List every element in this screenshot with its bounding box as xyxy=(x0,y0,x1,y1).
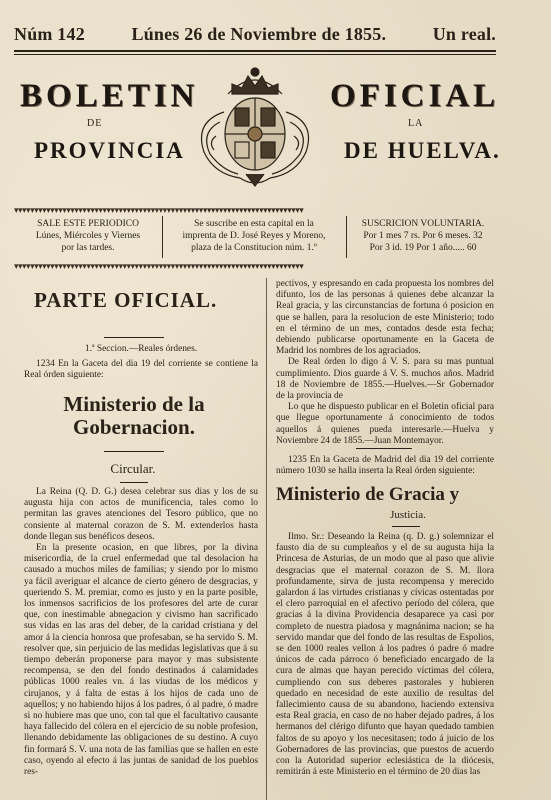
heading-rule xyxy=(104,451,164,452)
masthead-de: DE xyxy=(87,118,103,129)
masthead-la: LA xyxy=(408,118,424,129)
circular-rule xyxy=(120,482,148,483)
justicia-rule xyxy=(392,526,420,527)
info-subscription-prices: SUSCRICION VOLUNTARIA. Por 1 mes 7 rs. Por 6 meses. 32 Por 3 id. 19 Por 1 año..... 60 xyxy=(361,219,485,253)
masthead-boletin: BOLETIN xyxy=(20,78,199,114)
title-rule xyxy=(104,337,164,338)
issue-price: Un real. xyxy=(432,24,496,44)
paragraph: Ilmo. Sr.: Deseando la Reina (q. D. g.) solemnizar el fausto dia de su cumpleaños y el de su augusta hija la Princesa de Asturias, de un modo que al paso que alivie desgracias que el maternal corazon de S. M. llora profundamente, sirva de justa recompensa y merecido galardon á las virtudes cristianas y cívicas ostentadas por el clero parroquial en el afectivo período del cólera, que gracias á la divina Providencia desaparece ya casi por completo de nuestra piadosa y magnánima nacion; se ha servido mandar que del fondo de las resultas de Espolios, se den 1000 reales vellon á los padres ó padre ó madre únicos de cada párroco ó beneficiado encargado de la cura de almas que hayan perecido víctimas del cólera, cumpliendo con sus deberes pastorales y hubieren quedado en necesidad de este auxilio de resultas del fallecimiento causa de su abandono, haciendo extensiva esta Real gracia, en caso de no haber dejado padres, á los hermanos del clérigo difunto que hayan quedado tambien faltos de su apoyo y los necesitasen; todo á juicio de los Gobernadores de las provincias, que puestos de acuerdo con la Autoridad superior eclesiástica de la diócesis, remitirán á este Ministerio en el término de 20 dias las xyxy=(276,532,494,778)
paragraph: pectivos, y espresando en cada propuesta los nombres del difunto, los de las personas á quienes debe alcanzar la Real gracia, y las circunstancias de fortuna ó posicion en que se hallen, para la resolucion de este Ministerio; todo en el término de un mes, contados desde esta fecha; debiendo publicarse oportunamente en la Gaceta de Madrid los nombres de los agraciados. xyxy=(276,279,494,357)
ministerio-gobernacion-heading: Ministerio de la Gobernacion. xyxy=(63,392,205,439)
header-rule-thin xyxy=(14,54,496,55)
masthead-oficial: OFICIAL xyxy=(330,78,500,114)
ornamental-border-bottom: ▾▾▾▾▾▾▾▾▾▾▾▾▾▾▾▾▾▾▾▾▾▾▾▾▾▾▾▾▾▾▾▾▾▾▾▾▾▾▾▾▾▾▾▾▾▾▾▾▾▾▾▾▾▾▾▾▾▾▾▾▾▾▾▾▾▾▾▾▾▾▾▾ xyxy=(14,261,304,271)
circular-body xyxy=(24,487,258,799)
info-separator xyxy=(346,216,347,258)
paragraph: De Real órden lo digo á V. S. para su mas puntual cumplimiento. Dios guarde á V. S. muchos años. Madrid 18 de Noviembre de 1855.—Huelves.—Sr Gobernador de la provincia de xyxy=(276,357,494,402)
gracia-order-body xyxy=(276,532,494,798)
seccion-heading: 1.ª Seccion.—Reales órdenes. xyxy=(84,344,198,354)
ministerio-gracia-heading: Ministerio de Gracia y xyxy=(276,484,460,505)
separator-rule xyxy=(356,448,412,449)
masthead-provincia: PROVINCIA xyxy=(34,138,185,163)
ornamental-border-top: ▾▾▾▾▾▾▾▾▾▾▾▾▾▾▾▾▾▾▾▾▾▾▾▾▾▾▾▾▾▾▾▾▾▾▾▾▾▾▾▾▾▾▾▾▾▾▾▾▾▾▾▾▾▾▾▾▾▾▾▾▾▾▾▾▾▾▾▾▾▾▾▾ xyxy=(14,205,304,215)
section-intro xyxy=(24,344,258,384)
paragraph: En la presente ocasion, en que libres, por la divina misericordia, de la cruel enfermedad que tal desolacion ha causado a muchos miles de familias; y siendo por lo mismo ya fácil averiguar el alcance de cierto género de desgracias, y queriendo S. M. premiar, como es justo y en la parte posible, los inmensos sacrificios de los profesores del arte de curar que, con inestimable abnegacion y civismo han sacrificado sus vidas en las aras del deber, de la caridad cristiana y del amor á la ciencia honrosa que profesaban, se ha servido S. M. resolver que, sin perjuicio de las medidas legislativas que á su tiempo deberán proponerse para mayor y mas subsistente recompensa, se den del fondo destinados á calamidades públicas 1000 reales vn. á las viudas de los médicos y cirujanos, y á falta de estas á los hijos de cada uno de aquellos; y no habiendo hijos á los padres, ó al padre, ó madre si no hubiere mas que uno, con tal que el facultativo causante haya fallecido del cólera en el ejercicio de su noble profesion, llenando debidamente las obligaciones de su destino. A cuyo fin formará S. V. una nota de las familias que se hallen en este caso, oyendo al efecto á las juntas de sanidad de los pueblos res- xyxy=(24,543,258,778)
royal-coat-of-arms-icon xyxy=(180,62,330,192)
issue-date: Lúnes 26 de Noviembre de 1855. xyxy=(131,24,387,44)
paragraph: Lo que he dispuesto publicar en el Boletin oficial para que llegue oportunamente á conocimiento de todos aquellos á quienes pueda interesarle.—Huelva y Noviembre 24 de 1855.—Juan Montemayor. xyxy=(276,402,494,446)
header-line xyxy=(14,24,496,45)
masthead-de-huelva: DE HUELVA. xyxy=(344,138,501,163)
column-divider xyxy=(266,278,267,800)
order-intro-1234: 1234 En la Gaceta del dia 19 del corriente se contiene la Real órden siguiente: xyxy=(24,359,258,381)
paragraph: La Reina (Q. D. G.) desea celebrar sus dias y los de su augusta hija con actos de munificencia, tales como lo permitan las graves atenciones del Tesoro público, que no consiente al maternal corazon de S. M. extenderlos hasta donde llegan sus benéficos deseos. xyxy=(24,487,258,542)
order-intro-1235: 1235 En la Gaceta de Madrid del dia 19 del corriente número 1030 se halla inserta la Real órden siguiente: xyxy=(276,455,494,477)
header-rule xyxy=(14,50,496,52)
issue-number: Núm 142 xyxy=(14,24,85,44)
justicia-heading: Justicia. xyxy=(390,509,426,521)
info-periodicity: SALE ESTE PERIODICO Lúnes, Miércoles y Viernes por las tardes. xyxy=(35,219,141,253)
info-subscription-place: Se suscribe en esta capital en la imprenta de D. José Reyes y Moreno, plaza de la Constitucion núm. 1.º xyxy=(182,219,326,253)
info-separator xyxy=(162,216,163,258)
section-title: PARTE OFICIAL. xyxy=(34,288,218,312)
order-1234-continuation xyxy=(276,279,494,446)
circular-heading: Circular. xyxy=(110,461,156,476)
